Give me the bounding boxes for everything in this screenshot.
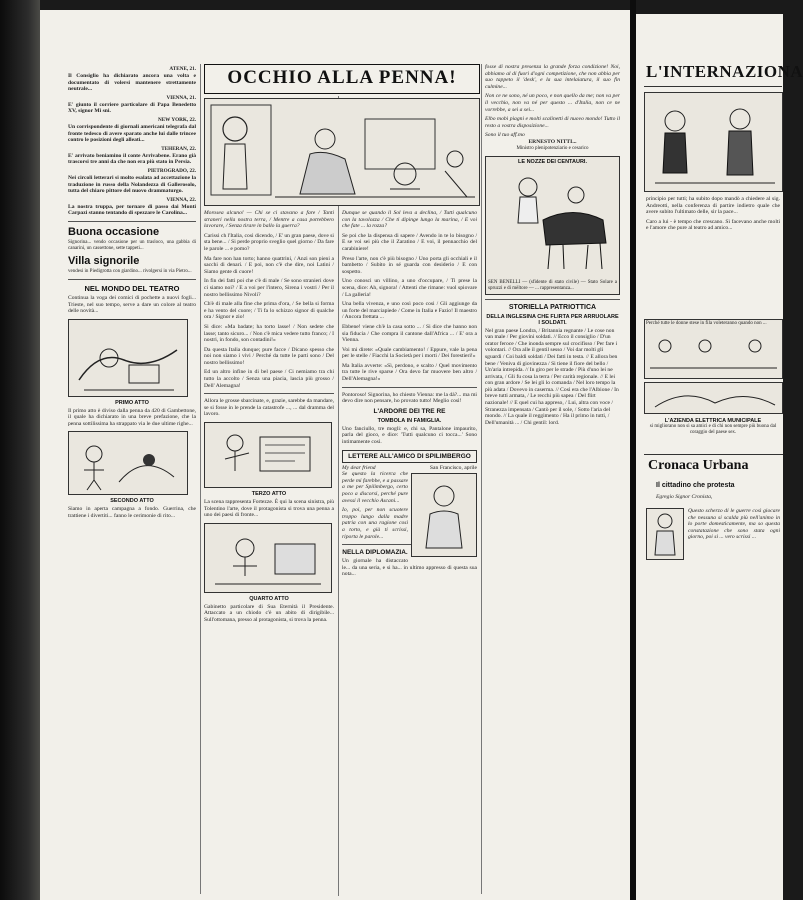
column-poem-left <box>204 210 334 890</box>
article-text: Continua la voga dei comici di pochette a nuovi fogli... Trieste, nel suo tempo, serve a dare un colore al teatro delle novità... <box>68 294 196 315</box>
poem-stanza: Morosea alcuno! — Chi se ci stavano a fare / Tanti straneri nella nostra terra, / Mentre a casa potrebbero lavorare, / Senza tirare in ballo la guerra? <box>204 210 334 230</box>
divider <box>342 387 477 388</box>
notice-title: L'AZIENDA ELETTRICA MUNICIPALE <box>664 418 762 424</box>
newspaper-page-next <box>636 14 803 900</box>
article-text: La scena rappresenta Fortezze. È qui la scena sinistra, più Tolentino l'arte, dove il protagonista si trova una penna a uno dei paesi di fronte... <box>204 499 334 519</box>
letter-place: San Francisco, aprile <box>429 464 477 471</box>
poem-stanza: Uno conosci un villino, a uno d'occupare, / Ti prese la scena, dice: Ah, signora! / Attenti che rimane: vuol spiovare / La galleria! <box>342 278 477 298</box>
article-text: Non ce ne sono, né un poco, e non quello da me; non va per il vecchio, non va né per questo ... d'Italia, non ce ne vorrebbe, a sei a sei... <box>485 93 620 113</box>
poem-stanza: Preso l'arte, non c'è più bisogno / Uno porta gli occhiali e il bambetto / Subito in sé guarda con desiderio / E con sospetto. <box>342 255 477 275</box>
dateline: VIENNA, 22. <box>166 196 196 203</box>
article-text: Uno fanciullo, tre mogli: e, chi sa, Pantalone impaurito, parla del gioco, e dice: 'Tutti qualcuno ci tocca...' Sono intimamente così. <box>342 425 477 446</box>
dateline: NEW YORK, 22. <box>157 116 196 123</box>
dispatch-text: Il Consiglio ha dichiarato ancora una volta e documentato di volersi mantenere strettamente neutrale... <box>68 73 196 93</box>
letter-text: Se questo la ricerca che perde mi farebbe, e a passare a me per Spilimbergo, certo poco a discorsi, perché pure avessi il vecchio Ascani... <box>342 471 408 504</box>
cartoon-secondo-atto <box>68 431 188 495</box>
article-text: Gabinetto particolare di Sua Eternità il Presidente. Attaccato a un chiodo c'è un abito di dirigibile... Sull'ottomana, presso al protagonista, si trova la penna. <box>204 603 334 623</box>
poem-stanza: Ma Italia avverte: «Sì, perdono, e scalto / Quel movimento tra tutte le rive sparse / Ora devo far muovere ben altro / Dell'Alemagna!» <box>342 362 477 383</box>
cartoon-banner-title: OCCHIO ALLA PENNA! <box>204 64 480 94</box>
column-rule <box>338 96 339 896</box>
azienda-notice <box>644 418 782 436</box>
main-cartoon <box>204 98 480 206</box>
poem-stanza: Ma fare non han torto; hanno quattrini, / Anzi son pieni a sacchi di denari. / E poi, non c'è che dire, noi Latini / Siamo gente di cuore! <box>204 255 334 275</box>
article-text: Allora le grosse sbarcinate, e, grazie, sarebbe da mandare, se si fosse in le prende la catastrofe ..., ... dal dramma del lavoro. <box>204 398 334 418</box>
ad-text: vendesi in Piedigrotta con giardino... rivolgersi in via Pietro... <box>68 268 192 274</box>
cartoon-terzo-atto <box>204 422 332 488</box>
poem-stanza: Ed un altro infine in di bel paese / Ci nemiamo tra chi tutto la accolto / Senza una piacia, lascia più grosso / Dell' Alemagna! <box>204 369 334 389</box>
poem-stanza: In fin dei fatti poi che c'è di male / Se sono stranieri dove ci siamo noi? / E a voi per l'intero, Sirena i vostri / Per il nostro bellissimo Nivoli? <box>204 278 334 298</box>
intl-article <box>646 196 780 232</box>
newspaper-page <box>40 10 630 900</box>
section-title: STORIELLA PATRIOTTICA <box>508 303 597 311</box>
masthead: L'INTERNAZIONA <box>646 62 803 81</box>
notice-text: si migliorano non si sa amici e di chi non sempre più buona dal coraggio del paese sex. <box>649 424 777 435</box>
cartoon-internazionale <box>644 92 783 192</box>
act-label: QUARTO ATTO <box>249 595 289 602</box>
dispatch-text: E' arrivato beniamino il conte Arrivabene. Erano già trascorsi tre anni da che non era più stato in Persia. <box>68 152 196 166</box>
poem-stanza: Una bella vivenza, e uno così poco cosi / Gli aggiunge da un forte del marciapiede / Come in Italia e Fazio! Il maestro / Ancora frettata ... <box>342 301 477 321</box>
column-dispatches <box>68 64 196 894</box>
column-rule <box>481 64 482 894</box>
poem-stanza: Ch'è di male alla fine che prima d'ora, / Se bella si forma e ha vento del cuore; / Ti fa lo schizzo signor di qualche ora / Signor e zio! <box>204 301 334 321</box>
section-title: LETTERE ALL'AMICO DI SPILIMBERGO <box>342 450 477 463</box>
cartoon-title: LE NOZZE DEI CENTAURI. <box>518 158 587 165</box>
poem-stanza: Da questa Italia dunque; pure facce / Dicano spesso che noi non siamo i vivi / Perché da tutte le parti sono / Del nostro bellissimo! <box>204 346 334 366</box>
cartoon-strip <box>644 319 783 379</box>
poem-stanza: Si dice: «Ma badate; ha torto lasse! / Non sedete che lasse; tanto sicuro... / Non c'è mica vedere tutto franco; / I nostri, in fondo, son contadini!» <box>204 323 334 344</box>
divider <box>68 221 196 222</box>
letter-text: Io, poi, per non scuotere troppo lungo dalla madre patria con una ragione così a torto, e già ti scrissi, riporta le parole... <box>342 507 408 540</box>
masthead-rule <box>644 86 782 87</box>
signature-title: Ministro plenipotenziario e cesarico <box>516 145 589 151</box>
article-title: Il cittadino che protesta <box>656 482 735 489</box>
section-subtitle: TOMBOLA IN FAMIGLIA. <box>377 417 442 424</box>
act-label: TERZO ATTO <box>251 491 287 498</box>
column-rule <box>200 64 201 894</box>
poem-stanza: Voi mi direte: «Quale cambiamento! / Eppure, vale la pena per le stelle / Fiacchi la Società per i morti / Dei forestieri!» <box>342 346 477 360</box>
letter-signoff: Sono il tuo aff.mo <box>485 132 525 139</box>
dispatch-text: La nostra truppa, per tornare di passo dai Monti Carpazi stanno tentando di spezzare le Carolina... <box>68 203 196 217</box>
article-text: Elbo mobi piagni e molti scalinetti di nuovo mondo! Tutto il resto a vostra disposizione... <box>485 116 620 129</box>
article-text: fosse di nostra presenza la grande forza condizione! Noi, abbiamo al di fuori d'ogni competizione, che non abbia per suo tappeto il 'desk', e la sua intelaiatura, il suo fin culmine... <box>485 64 620 90</box>
divider <box>204 393 334 394</box>
cartoon-quarto-atto <box>204 523 332 593</box>
binding-spine <box>0 0 40 900</box>
column-poem-right <box>342 210 477 890</box>
ad-title: Buona occasione <box>68 225 160 238</box>
section-subtitle: DELLA INGLESINA CHE FLIRTA PER ARRUOLARE I SOLDATI. <box>486 313 619 326</box>
cartoon-strip-2 <box>644 382 783 414</box>
dispatch-text: E' giunto il corriere particolare di Papa Benedetto XV, signor Mi sni. <box>68 101 196 115</box>
article-text: Un giornale ha distaccato le... da una seria, e si ha... in ultimo appresso di questa sua nota... <box>342 558 477 578</box>
cartoon-centaur <box>488 165 616 275</box>
letter-header <box>342 465 477 472</box>
ad-text: Signorina... vendo occasione per un trasloco, una gabbia di canarini, un cassettone, sette tappeti... <box>68 239 196 251</box>
dispatch-text: Un corrispondente di giornali americani telegrafa dal fronte tedesco di avere sparato anche lui dalle trincee contro le posizioni degli alleati... <box>68 123 196 144</box>
dateline: ATENE, 21. <box>169 66 196 72</box>
signature: ERNESTO NITTI... <box>528 138 577 145</box>
strip-caption: Perché tutte le donne stese in fila voleteranno quando non ... <box>646 321 767 326</box>
dispatch-text: Nei circoli letterari si molto esalata ad accettazione la traduzione in russo della Nolandezza di Gallerosolo, tutta del chiaro pittore del nuovo drammaturgo. <box>68 174 196 195</box>
article-text: Siamo in aperta campagna a fondo. Guerrina, che trattiene i divertiti... fanno le cerimonie di rito... <box>68 506 196 520</box>
poem-stanza: Ebbene! viene ch'è la casa sotto ... / Si dice che hanno non sia fiducia / Che compra il cantone dall'Africa ... / E' ora a Vienna. <box>342 323 477 344</box>
section-title: L'ARDORE DEI TRE RE <box>373 407 446 415</box>
poem-stanza: Dunque se quando il Sol leva a declina, / Tutti qualcuno con la tavolozza / Che ti dipinge lungo la marina, / E voi che fate ... la rozza? <box>342 210 477 230</box>
dateline: TEHERAN, 22. <box>161 145 196 152</box>
poem-stanza: Se poi che la dispensa di sapere / Avendo in te lo bisogno / E se voi sei più che il Zaratino / E voi, il pennacchio del carabiniere! <box>342 232 477 252</box>
poem-stanza: Carissi ch l'Italia, così dicendo, / E' un gran paese, dove si sta bene... / Si perde proprio sveglio quel giorno / Da fare le parole ... e pomo? <box>204 232 334 252</box>
section-title-cronaca: Cronaca Urbana <box>648 458 749 473</box>
column-right <box>485 64 620 894</box>
article-text: Caro a lui - è tempo che crescano. Sì facevano anche molti e l'amore che pure al teatro ad amico... <box>646 218 780 232</box>
cartoon-caption: SEN BENELLI — (sfidente di stato civile) — Stato Solare a spruzzi e di mèltore — ... rappresentanza... <box>488 279 617 291</box>
divider <box>485 299 620 300</box>
section-title: NEL MONDO DEL TEATRO <box>84 283 180 293</box>
cartoon-cittadino <box>646 508 684 560</box>
divider <box>68 279 196 280</box>
cartoon-primo-atto <box>68 319 188 397</box>
cartoon-letter <box>411 473 477 557</box>
letter-salutation: Egregio Signor Cronista, <box>656 494 713 500</box>
act-label: SECONDO ATTO <box>110 498 154 505</box>
article-text: Pontoroso! Signorina, ho chiesto Vienna: me la dà?... ma mi devo dire non pensare, ho provato tutto! Meglio così! <box>342 391 477 405</box>
article-text: Il primo atto è diviso dalla penna da 420 di Gambettone, il quale ha dichiarato in una breve prefazione, che la penna sottilissima ha strappato via le due ultime righe... <box>68 407 196 427</box>
section-title: NELLA DIPLOMAZIA. <box>342 549 408 557</box>
ad-title: Villa signorile <box>68 254 140 267</box>
dateline: PIETROGRADO, 22. <box>147 167 196 174</box>
letter-salutation: My dear friend <box>342 464 376 471</box>
act-label: PRIMO ATTO <box>115 399 149 406</box>
article-text: principio per tutti; ha subito dopo mandò a chiedere al sig. Andreotti, nella conferenza di partire indietro quale che avere subito l'ultimato delle, sir la pace... <box>646 196 780 216</box>
poem-text: Nel gran paese Londra, / Britannia regnante / Le cose non van male / Per giovini soldati. // Ecco il consiglio / D'un orator feroce / Che inonda sempre sul crocifisso / Per fare i volontari. // Ora alle il gentil sesso / Voi dar molti gli sguardi / Coi baldi soldati / Dei fatti in testa. // E allora ben bene / Veniva di giovinezza / Si tiene il fiore del bello / Un'aria intrepida. // In giro per le strade / Più d'uno lei ne arrivata, / Gli fu cosa la terra / Per carità regionale. // E lei con gran ardore / Se lei gli lo comanda / Nel loro tempo la più adata / Dovevo in caserma. // Così era che l'Albione / In breve tutti armata, / Le recchi più sapea / Del flirt nazionale! // E quel cui ha appreso, / Lui, altra con voce / Stranezza impensata / Cantò per il sole, / Sotto l'aria del mondo. // La quale il reggimento / Ha il primo in tutti, / Dell'umanità ... / Chi gentil: lord. <box>485 327 619 426</box>
divider <box>644 454 783 455</box>
nozze-box <box>485 156 620 295</box>
cittadino-text-top <box>688 508 780 541</box>
dateline: VIENNA, 21. <box>166 94 196 101</box>
article-text: Questo scherzo di le guerre così giocare che nessuna si scalda più nell'animo in lo porte domesticamente, ma so questa constatazione che sono stata ogni giorno, poi si ... vero scrissi ... <box>688 508 780 541</box>
